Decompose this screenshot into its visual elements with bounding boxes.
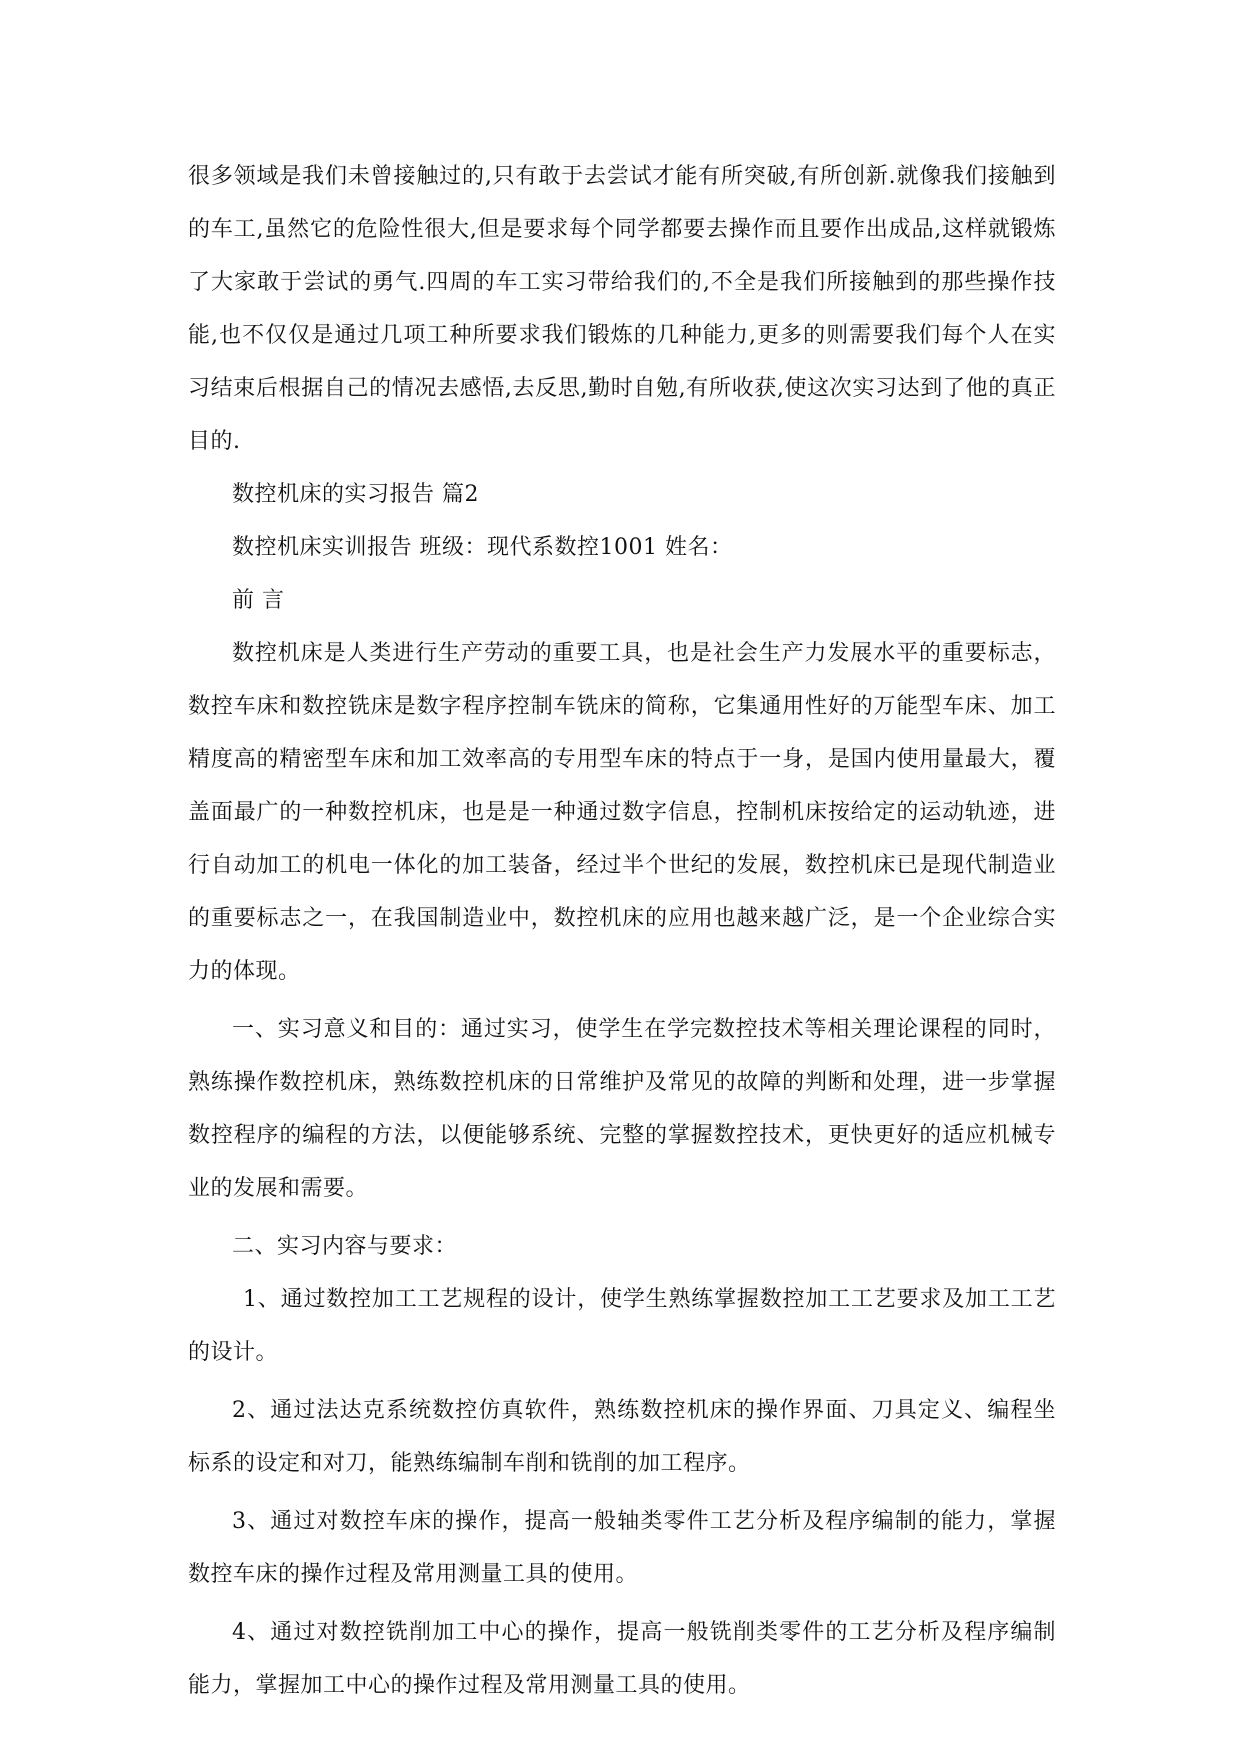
list-item-1: 1、通过数控加工工艺规程的设计，使学生熟练掌握数控加工工艺要求及加工工艺的设计。 [188, 1287, 1056, 1365]
paragraph-preface: 数控机床是人类进行生产劳动的重要工具，也是社会生产力发展水平的重要标志，数控车床和数控铣床是数字程序控制车铣床的简称，它集通用性好的万能型车床、加工精度高的精密型车床和加工效率高的专用型车床的特点于一身，是国内使用量最大，覆盖面最广的一种数控机床，也是是一种通过数字信息，控制机床按给定的运动轨迹，进行自动加工的机电一体化的加工装备，经过半个世纪的发展，数控机床已是现代制造业的重要标志之一，在我国制造业中，数控机床的应用也越来越广泛，是一个企业综合实力的体现。 [188, 641, 1056, 984]
list-item-2: 2、通过法达克系统数控仿真软件，熟练数控机床的操作界面、刀具定义、编程坐标系的设定和对刀，能熟练编制车削和铣削的加工程序。 [188, 1398, 1056, 1476]
document-body [188, 150, 1056, 1712]
paragraph-continuation: 很多领域是我们未曾接触过的,只有敢于去尝试才能有所突破,有所创新.就像我们接触到的车工,虽然它的危险性很大,但是要求每个同学都要去操作而且要作出成品,这样就锻炼了大家敢于尝试的勇气.四周的车工实习带给我们的,不全是我们所接触到的那些操作技能,也不仅仅是通过几项工种所要求我们锻炼的几种能力,更多的则需要我们每个人在实习结束后根据自己的情况去感悟,去反思,勤时自勉,有所收获,使这次实习达到了他的真正目的. [188, 164, 1056, 454]
paragraph-content-heading: 二、实习内容与要求： [232, 1234, 458, 1259]
paragraph-purpose: 一、实习意义和目的：通过实习，使学生在学完数控技术等相关理论课程的同时，熟练操作数控机床，熟练数控机床的日常维护及常见的故障的判断和处理，进一步掌握数控程序的编程的方法，以便能够系统、完整的掌握数控技术，更快更好的适应机械专业的发展和需要。 [188, 1017, 1056, 1201]
preface-heading: 前 言 [232, 588, 285, 613]
list-item-4: 4、通过对数控铣削加工中心的操作，提高一般铣削类零件的工艺分析及程序编制能力，掌握加工中心的操作过程及常用测量工具的使用。 [188, 1620, 1056, 1698]
list-item-3: 3、通过对数控车床的操作，提高一般轴类零件工艺分析及程序编制的能力，掌握数控车床的操作过程及常用测量工具的使用。 [188, 1509, 1056, 1587]
section-heading: 数控机床的实习报告 篇2 [232, 482, 479, 507]
report-title-line: 数控机床实训报告 班级：现代系数控1001 姓名： [232, 535, 733, 560]
